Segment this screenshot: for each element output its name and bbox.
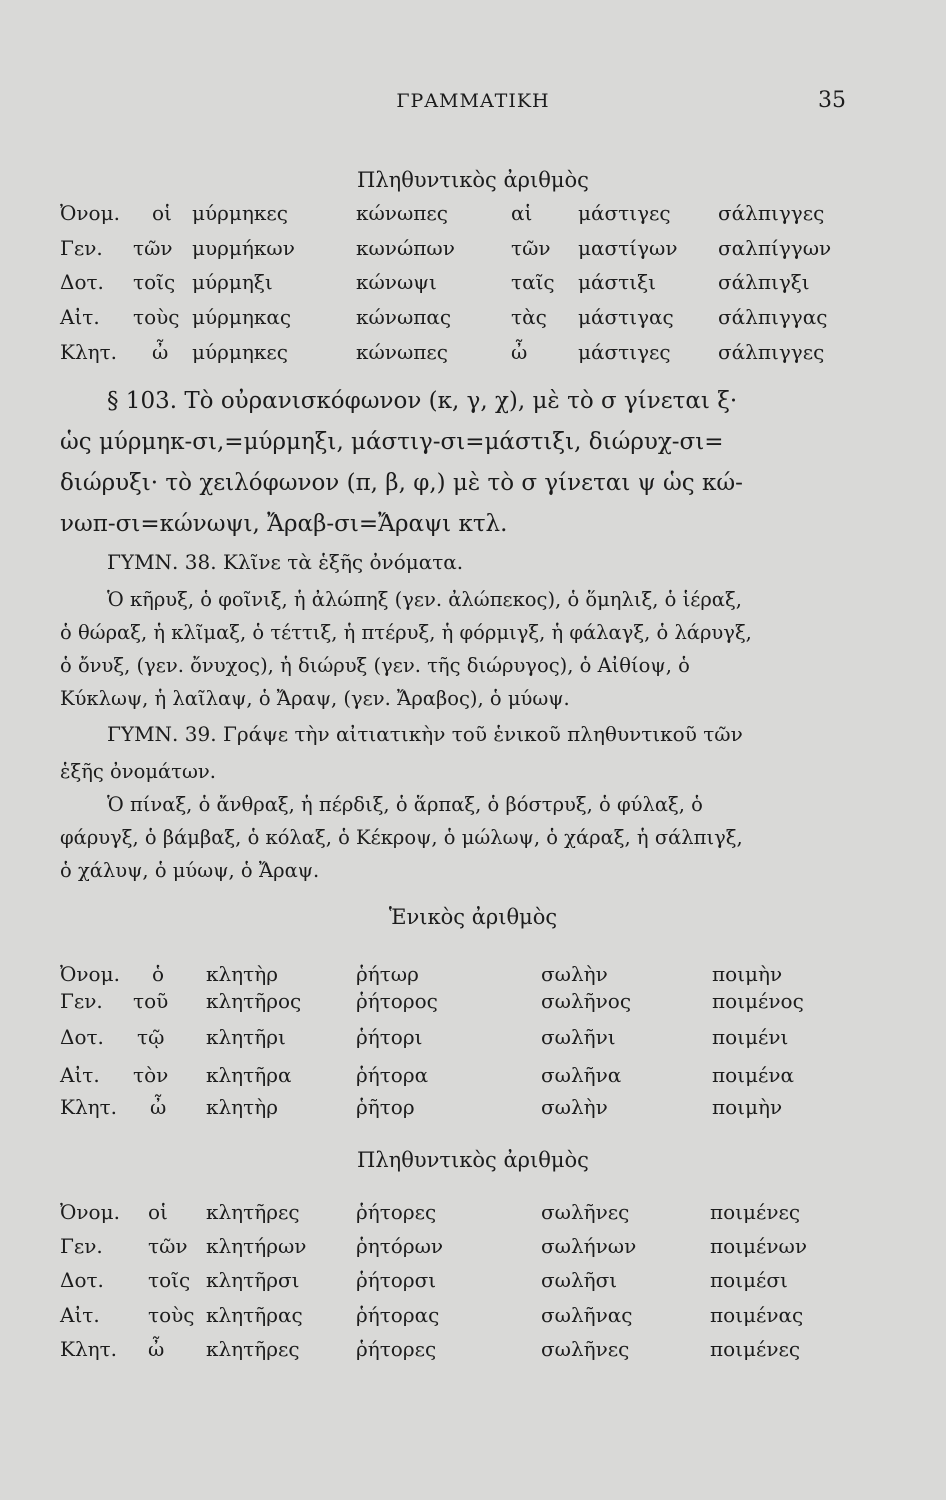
case-label: Κλητ. <box>60 340 118 364</box>
article: ὦ <box>152 340 169 364</box>
exercise-line: ὁ ὄνυξ, (γεν. ὄνυχος), ἡ διώρυξ (γεν. τῆς διώρυγος), ὁ Αἰθίοψ, ὁ <box>60 654 690 677</box>
word: μαστίγων <box>578 236 678 260</box>
article: τοῦ <box>133 989 169 1013</box>
article: αἱ <box>511 201 533 225</box>
word: ποιμέσι <box>710 1268 788 1292</box>
article: ὦ <box>148 1337 165 1361</box>
word: ῥήτορος <box>356 989 438 1013</box>
word: ποιμένες <box>710 1200 801 1224</box>
word: σωλῆνι <box>541 1025 616 1049</box>
exercise-39-body <box>60 755 850 887</box>
case-label: Ὀνομ. <box>60 201 120 225</box>
page-header <box>0 88 946 118</box>
article: ὁ <box>152 962 165 986</box>
word: ποιμένα <box>712 1063 795 1087</box>
paragraph-line: § 103. Τὸ οὐρανισκόφωνον (κ, γ, χ), μὲ τὸ σ γίνεται ξ· <box>107 388 738 414</box>
word: μυρμήκων <box>192 236 295 260</box>
word: ῥήτορες <box>356 1337 437 1361</box>
word: μύρμηκες <box>192 340 288 364</box>
exercise-line: Ὁ πίναξ, ὁ ἄνθραξ, ἡ πέρδιξ, ὁ ἅρπαξ, ὁ βόστρυξ, ὁ φύλαξ, ὁ <box>107 793 703 816</box>
article: τῷ <box>137 1025 165 1049</box>
word: κώνωψι <box>356 270 437 294</box>
table-row <box>0 1025 946 1059</box>
word: κλητήρων <box>206 1234 307 1258</box>
exercise-line: Κύκλωψ, ἡ λαῖλαψ, ὁ Ἄραψ, (γεν. Ἄραβος), ὁ μύωψ. <box>60 687 570 710</box>
article: ταῖς <box>511 270 555 294</box>
table-row <box>0 1063 946 1097</box>
case-label: Γεν. <box>60 1234 103 1258</box>
word: σάλπιγγες <box>718 340 825 364</box>
word: μάστιγας <box>578 305 674 329</box>
word: κλητῆρα <box>206 1063 292 1087</box>
case-label: Αἰτ. <box>60 305 100 329</box>
word: κλητῆρες <box>206 1200 300 1224</box>
exercise-39-title: ΓΥΜΝ. 39. Γράψε τὴν αἰτιατικὴν τοῦ ἑνικοῦ πληθυντικοῦ τῶν <box>107 722 743 746</box>
word: κλητῆρσι <box>206 1268 300 1292</box>
article: τοὺς <box>133 305 180 329</box>
case-label: Κλητ. <box>60 1337 118 1361</box>
word: μύρμηκας <box>192 305 292 329</box>
word: ποιμένων <box>710 1234 808 1258</box>
table-row <box>0 236 946 270</box>
word: σωλὴν <box>541 962 608 986</box>
paragraph-line: διώρυξι· τὸ χειλόφωνον (π, β, φ,) μὲ τὸ σ γίνεται ψ ὡς κώ- <box>60 470 743 496</box>
word: κλητὴρ <box>206 962 278 986</box>
word: ῥήτορα <box>356 1063 429 1087</box>
plural-heading-1: Πληθυντικὸς ἀριθμὸς <box>357 168 589 192</box>
word: κώνωπες <box>356 201 448 225</box>
word: κλητῆρες <box>206 1337 300 1361</box>
word: σωλῆσι <box>541 1268 618 1292</box>
word: ποιμένος <box>712 989 804 1013</box>
article: οἱ <box>148 1200 168 1224</box>
case-label: Αἰτ. <box>60 1303 100 1327</box>
word: ποιμένες <box>710 1337 801 1361</box>
paragraph-line: νωπ-σι=κώνωψι, Ἄραβ-σι=Ἄραψι κτλ. <box>60 511 508 537</box>
section-103 <box>60 381 850 545</box>
word: σωλὴν <box>541 1095 608 1119</box>
exercise-line: ἑξῆς ὀνομάτων. <box>60 760 216 783</box>
word: σάλπιγγες <box>718 201 825 225</box>
word: μάστιγες <box>578 340 671 364</box>
case-label: Αἰτ. <box>60 1063 100 1087</box>
table-row <box>0 305 946 339</box>
article: οἱ <box>152 201 172 225</box>
exercise-line: ὁ χάλυψ, ὁ μύωψ, ὁ Ἄραψ. <box>60 859 320 882</box>
word: κλητῆρας <box>206 1303 303 1327</box>
table-row <box>0 340 946 374</box>
case-label: Γεν. <box>60 989 103 1013</box>
table-row <box>0 989 946 1023</box>
word: σωλήνων <box>541 1234 637 1258</box>
word: μάστιξι <box>578 270 656 294</box>
table-row <box>0 201 946 235</box>
word: ποιμὴν <box>712 962 783 986</box>
case-label: Δοτ. <box>60 1268 104 1292</box>
word: ῥήτορσι <box>356 1268 437 1292</box>
exercise-38-title: ΓΥΜΝ. 38. Κλῖνε τὰ ἑξῆς ὀνόματα. <box>107 550 464 574</box>
word: σαλπίγγων <box>718 236 832 260</box>
word: ῥήτορας <box>356 1303 440 1327</box>
article: ὦ <box>150 1095 167 1119</box>
paragraph-line: ὡς μύρμηκ-σι,=μύρμηξι, μάστιγ-σι=μάστιξι, διώρυχ-σι= <box>60 429 724 455</box>
word: ῥῆτορ <box>356 1095 415 1119</box>
word: κλητῆρος <box>206 989 302 1013</box>
word: κώνωπας <box>356 305 452 329</box>
table-row <box>0 1200 946 1234</box>
article: τοῖς <box>133 270 176 294</box>
word: κωνώπων <box>356 236 455 260</box>
word: σωλῆνας <box>541 1303 633 1327</box>
table-row <box>0 1268 946 1302</box>
page-number: 35 <box>818 88 846 113</box>
case-label: Ὀνομ. <box>60 1200 120 1224</box>
table-row <box>0 270 946 304</box>
word: ῥήτορες <box>356 1200 437 1224</box>
exercise-38-body <box>60 583 850 715</box>
case-label: Γεν. <box>60 236 103 260</box>
case-label: Ὀνομ. <box>60 962 120 986</box>
table-row <box>0 1095 946 1129</box>
case-label: Κλητ. <box>60 1095 118 1119</box>
article: τὸν <box>133 1063 169 1087</box>
word: σωλῆνες <box>541 1337 630 1361</box>
word: κώνωπες <box>356 340 448 364</box>
case-label: Δοτ. <box>60 270 104 294</box>
word: ποιμὴν <box>712 1095 783 1119</box>
word: ποιμένας <box>710 1303 804 1327</box>
word: ῥητόρων <box>356 1234 444 1258</box>
word: ῥήτορι <box>356 1025 423 1049</box>
word: κλητῆρι <box>206 1025 286 1049</box>
exercise-line: ὁ θώραξ, ἡ κλῖμαξ, ὁ τέττιξ, ἡ πτέρυξ, ἡ φόρμιγξ, ἡ φάλαγξ, ὁ λάρυγξ, <box>60 621 752 644</box>
article: τοὺς <box>148 1303 195 1327</box>
word: μάστιγες <box>578 201 671 225</box>
article: τὰς <box>511 305 547 329</box>
word: σωλῆνος <box>541 989 632 1013</box>
running-title: ΓΡΑΜΜΑΤΙΚΗ <box>396 90 550 112</box>
word: ποιμένι <box>712 1025 789 1049</box>
table-row <box>0 1303 946 1337</box>
article: τῶν <box>148 1234 188 1258</box>
table-row <box>0 1337 946 1371</box>
word: μύρμηκες <box>192 201 288 225</box>
word: σωλῆνα <box>541 1063 622 1087</box>
plural-heading-2: Πληθυντικὸς ἀριθμὸς <box>357 1148 589 1172</box>
article: τῶν <box>511 236 551 260</box>
article: τοῖς <box>148 1268 191 1292</box>
word: μύρμηξι <box>192 270 273 294</box>
word: ῥήτωρ <box>356 962 419 986</box>
word: σάλπιγγας <box>718 305 828 329</box>
case-label: Δοτ. <box>60 1025 104 1049</box>
word: κλητὴρ <box>206 1095 278 1119</box>
exercise-line: Ὁ κῆρυξ, ὁ φοῖνιξ, ἡ ἀλώπηξ (γεν. ἀλώπεκος), ὁ ὅμηλιξ, ὁ ἱέραξ, <box>107 588 742 611</box>
exercise-line: φάρυγξ, ὁ βάμβαξ, ὁ κόλαξ, ὁ Κέκροψ, ὁ μώλωψ, ὁ χάραξ, ἡ σάλπιγξ, <box>60 826 743 849</box>
table-row <box>0 1234 946 1268</box>
article: ὦ <box>511 340 528 364</box>
word: σάλπιγξι <box>718 270 810 294</box>
article: τῶν <box>133 236 173 260</box>
word: σωλῆνες <box>541 1200 630 1224</box>
singular-heading: Ἑνικὸς ἀριθμὸς <box>388 905 558 929</box>
